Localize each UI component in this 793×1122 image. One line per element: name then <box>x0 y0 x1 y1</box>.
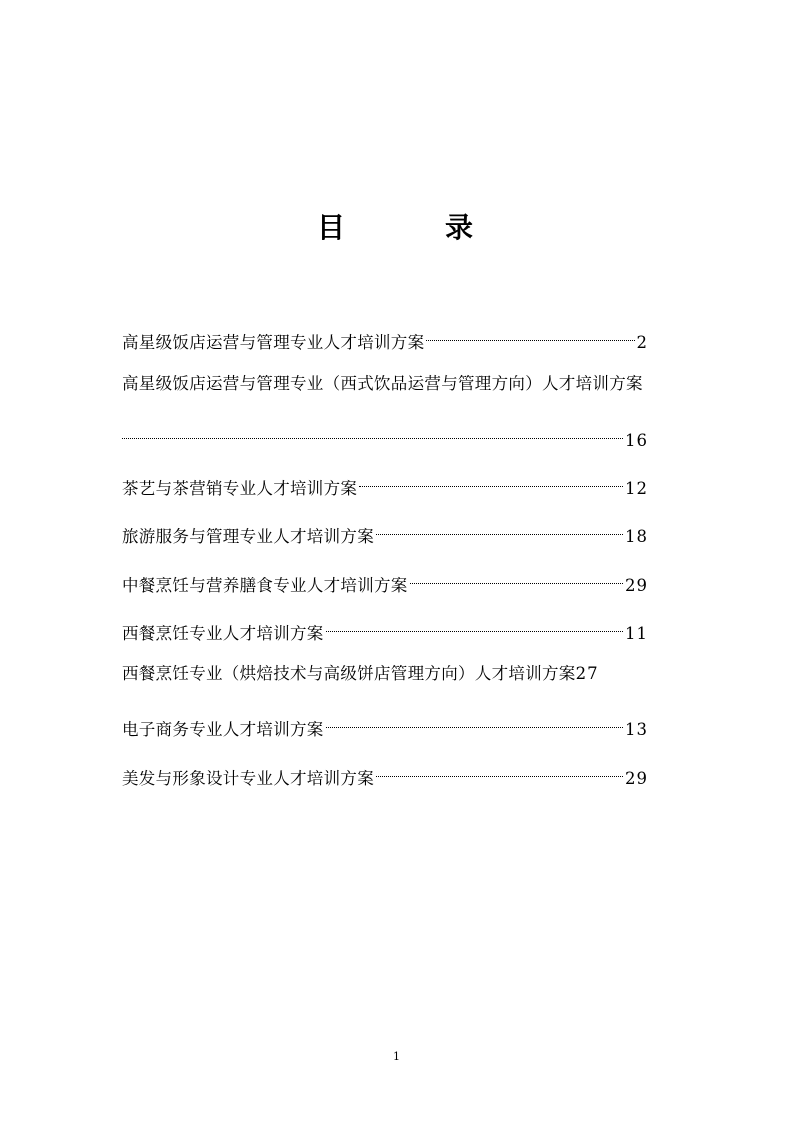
toc-entry[interactable] <box>122 565 648 595</box>
toc-entry[interactable] <box>122 322 648 352</box>
dot-leader <box>376 758 623 784</box>
toc-entry[interactable] <box>122 661 648 687</box>
toc-entry-page: 11 <box>625 624 648 643</box>
toc-entry-label: 西餐烹饪专业（烘焙技术与高级饼店管理方向）人才培训方案 <box>122 664 576 683</box>
toc-entry-page: 12 <box>625 479 648 498</box>
toc-entry-label: 旅游服务与管理专业人才培训方案 <box>122 527 374 546</box>
toc-entry-label: 茶艺与茶营销专业人才培训方案 <box>122 479 358 498</box>
toc-entry[interactable] <box>122 468 648 498</box>
toc-entry[interactable] <box>122 516 648 546</box>
dot-leader <box>326 613 623 639</box>
page-number: 1 <box>393 1050 400 1063</box>
toc-entry-page: 13 <box>625 720 648 739</box>
toc-entry-label[interactable]: 高星级饭店运营与管理专业（西式饮品运营与管理方向）人才培训方案 <box>122 374 643 393</box>
toc-entry-page: 18 <box>625 527 648 546</box>
toc-entry-label: 美发与形象设计专业人才培训方案 <box>122 769 374 788</box>
toc-entry[interactable] <box>122 709 648 739</box>
toc-entry[interactable] <box>122 758 648 788</box>
toc-entry-page: 29 <box>625 576 648 595</box>
dot-leader <box>410 565 623 591</box>
toc-entry-label: 电子商务专业人才培训方案 <box>122 720 324 739</box>
dot-leader <box>359 468 623 494</box>
dot-leader <box>326 709 623 735</box>
toc-entry-page: 2 <box>636 333 648 352</box>
dot-leader <box>376 516 623 542</box>
toc-entry-label: 西餐烹饪专业人才培训方案 <box>122 624 324 643</box>
toc-title-char-2: 录 <box>445 211 474 244</box>
toc-entry-page: 27 <box>575 664 599 683</box>
toc-entry-page: 16 <box>625 431 648 450</box>
toc-entry-label: 中餐烹饪与营养膳食专业人才培训方案 <box>122 576 408 595</box>
toc-title <box>0 208 793 248</box>
toc-entry-label: 高星级饭店运营与管理专业人才培训方案 <box>122 333 425 352</box>
dot-leader <box>122 420 623 446</box>
dot-leader <box>426 322 634 348</box>
toc-entry-page: 29 <box>625 769 648 788</box>
toc-entry[interactable] <box>122 420 648 450</box>
toc-title-char-1: 目 <box>317 211 346 244</box>
toc-entry[interactable] <box>122 613 648 643</box>
